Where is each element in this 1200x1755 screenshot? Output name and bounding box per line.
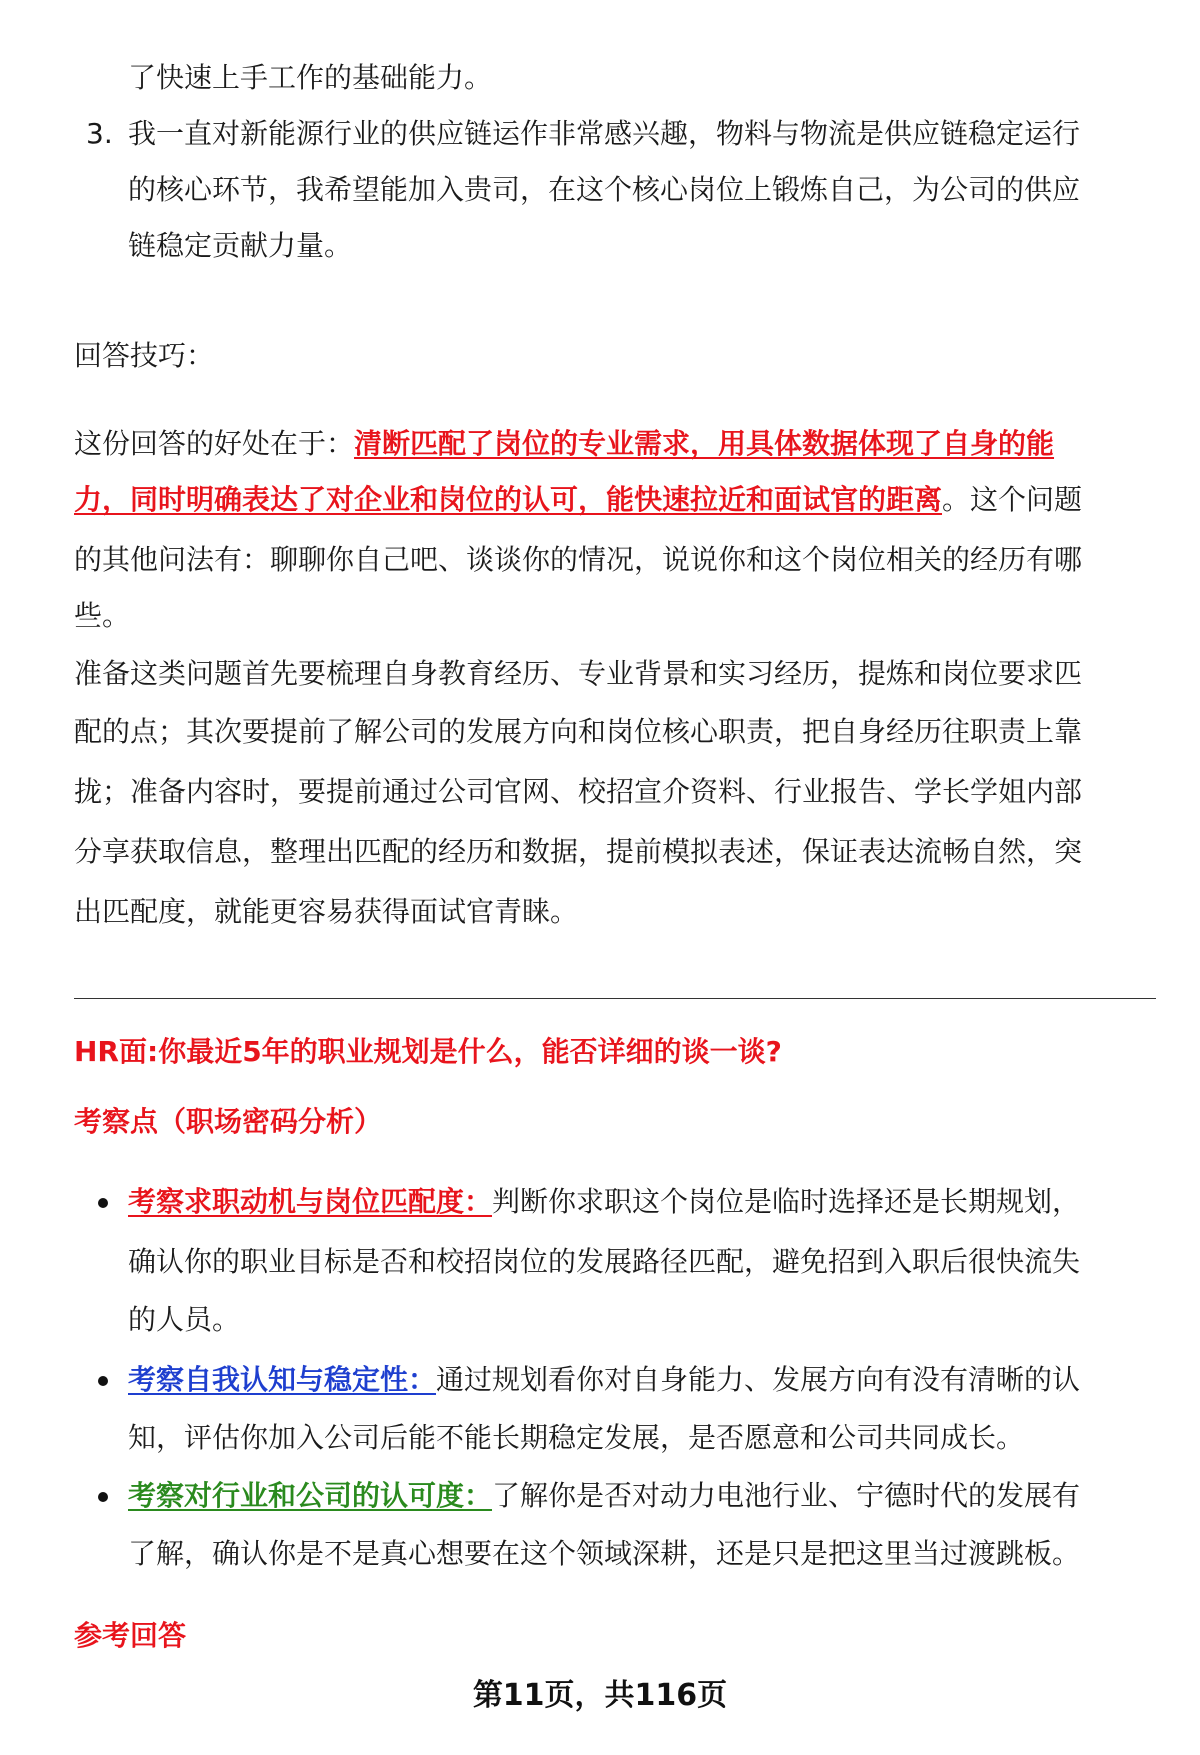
analysis-heading: 考察点（职场密码分析） — [74, 1105, 383, 1138]
question-heading: HR面:你最近5年的职业规划是什么，能否详细的谈一谈? — [74, 1035, 782, 1068]
point-3-line-2: 了解，确认你是不是真心想要在这个领域深耕，还是只是把这里当过渡跳板。 — [128, 1537, 1081, 1570]
tips-p1-suffix: 。这个问题 — [942, 483, 1083, 516]
tips-label: 回答技巧： — [74, 339, 215, 372]
tips-p1-line-2 — [74, 480, 1082, 520]
tips-p1-prefix: 这份回答的好处在于： — [74, 427, 355, 460]
point-1-line-2: 确认你的职业目标是否和校招岗位的发展路径匹配，避免招到入职后很快流失 — [128, 1245, 1081, 1278]
bullet-dot — [98, 1376, 108, 1386]
tips-p1-line-4: 些。 — [74, 599, 131, 632]
point-2-text: 通过规划看你对自身能力、发展方向有没有清晰的认 — [436, 1363, 1081, 1396]
point-3-line-1 — [128, 1476, 1080, 1516]
point-3-label: 考察对行业和公司的认可度： — [128, 1479, 493, 1512]
tips-p2-line-1: 准备这类问题首先要梳理自身教育经历、专业背景和实习经历，提炼和岗位要求匹 — [74, 657, 1083, 690]
intro-end-line: 了快速上手工作的基础能力。 — [128, 61, 493, 94]
point-1-line-1 — [128, 1182, 1080, 1222]
point-1-label: 考察求职动机与岗位匹配度： — [128, 1185, 493, 1218]
tips-highlight-1: 清断匹配了岗位的专业需求，用具体数据体现了自身的能 — [354, 427, 1055, 460]
point-2-line-2: 知，评估你加入公司后能不能长期稳定发展，是否愿意和公司共同成长。 — [128, 1421, 1025, 1454]
tips-p1-line-1 — [74, 424, 1054, 464]
item3-line-1: 我一直对新能源行业的供应链运作非常感兴趣，物料与物流是供应链稳定运行 — [128, 117, 1081, 150]
list-number: 3. — [86, 117, 113, 150]
reference-heading: 参考回答 — [74, 1619, 187, 1652]
tips-p2-line-5: 出匹配度，就能更容易获得面试官青睐。 — [74, 895, 579, 928]
section-divider — [74, 998, 1156, 999]
tips-p1-line-3: 的其他问法有：聊聊你自己吧、谈谈你的情况，说说你和这个岗位相关的经历有哪 — [74, 543, 1083, 576]
tips-highlight-2: 力，同时明确表达了对企业和岗位的认可，能快速拉近和面试官的距离 — [74, 483, 943, 516]
tips-p2-line-2: 配的点；其次要提前了解公司的发展方向和岗位核心职责，把自身经历往职责上靠 — [74, 715, 1083, 748]
item3-line-2: 的核心环节，我希望能加入贵司，在这个核心岗位上锻炼自己，为公司的供应 — [128, 173, 1081, 206]
page-number: 第11页，共116页 — [472, 1678, 728, 1713]
point-1-line-3: 的人员。 — [128, 1303, 241, 1336]
bullet-dot — [98, 1492, 108, 1502]
point-1-text: 判断你求职这个岗位是临时选择还是长期规划， — [492, 1185, 1081, 1218]
tips-p2-line-4: 分享获取信息，整理出匹配的经历和数据，提前模拟表述，保证表达流畅自然，突 — [74, 835, 1083, 868]
bullet-dot — [98, 1198, 108, 1208]
item3-line-3: 链稳定贡献力量。 — [128, 229, 353, 262]
point-2-line-1 — [128, 1360, 1080, 1400]
point-2-label: 考察自我认知与稳定性： — [128, 1363, 437, 1396]
tips-p2-line-3: 拢；准备内容时，要提前通过公司官网、校招宣介资料、行业报告、学长学姐内部 — [74, 775, 1083, 808]
point-3-text: 了解你是否对动力电池行业、宁德时代的发展有 — [492, 1479, 1081, 1512]
